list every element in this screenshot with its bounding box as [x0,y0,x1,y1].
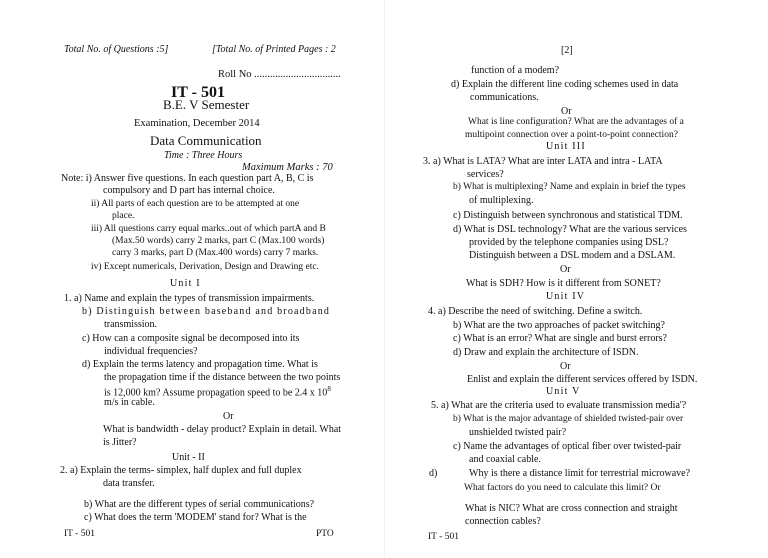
question-5d-cont: What factors do you need to calculate this limit? Or [464,483,661,493]
course-code: IT - 501 [171,84,225,101]
question-3d-line3: Distinguish between a DSL modem and a DSLAM. [469,250,676,261]
question-5-or-cont: connection cables? [465,516,541,527]
question-1d-line3: is 12,000 km? Assume propagation speed to be 2.4 x $10^8$ [104,385,331,399]
question-2c-cont: function of a modem? [471,65,560,76]
question-3b-cont: of multiplexing. [469,195,534,206]
question-3d: d) What is DSL technology? What are the various services [453,224,687,235]
question-1d: d) Explain the terms latency and propagation time. What is [82,359,318,370]
unit-2-heading: Unit - II [172,452,205,463]
exam-session: Examination, December 2014 [134,118,260,129]
subject-title: Data Communication [150,133,262,148]
unit-1-heading: Unit I [170,278,201,289]
page-number: [2] [561,45,573,56]
question-2a-cont: data transfer. [103,478,155,489]
question-2d-cont: communications. [470,92,539,103]
question-1-or-cont: is Jitter? [103,437,137,448]
page-divider [384,0,385,558]
question-1-or: What is bandwidth - delay product? Explain in detail. What [103,424,342,435]
question-4c: c) What is an error? What are single and burst errors? [453,333,667,344]
superscript-exponent: 8 [327,385,331,393]
or-1: Or [223,411,234,422]
question-1b: b) Distinguish between baseband and broadband [82,306,331,317]
question-3a: 3. a) What is LATA? What are inter LATA and intra - LATA [423,156,663,167]
question-2d: d) Explain the different line coding schemes used in data [451,79,679,90]
time-allowed: Time : Three Hours [164,150,243,161]
question-1d-line2: the propagation time if the distance between the two points [104,372,341,383]
question-3d-line2: provided by the telephone companies using DSL? [469,237,669,248]
note-ii: ii) All parts of each question are to be attempted at one [91,199,300,209]
question-3a-cont: services? [467,169,504,180]
unit-5-heading: Unit V [546,386,581,397]
question-4b: b) What are the two approaches of packet switching? [453,320,665,331]
note-ii-cont: place. [112,211,135,221]
unit-4-heading: Unit IV [546,291,586,302]
footer-pto: PTO [316,529,334,539]
question-2-or-cont: multipoint connection over a point-to-point connection? [465,130,678,140]
question-5a: 5. a) What are the criteria used to evaluate transmission media'? [431,400,687,411]
question-1c: c) How can a composite signal be decomposed into its [82,333,300,344]
note-i: Note: i) Answer five questions. In each question part A, B, C is [61,173,314,184]
maximum-marks: Maximum Marks : 70 [242,162,333,173]
question-5c: c) Name the advantages of optical fiber over twisted-pair [453,441,682,452]
question-3b: b) What is multiplexing? Name and explain in brief the types [453,182,686,192]
question-2b: b) What are the different types of serial communications? [84,499,315,510]
note-iii-line3: carry 3 marks, part D (Max.400 words) carry 7 marks. [112,248,319,258]
total-questions-header: Total No. of Questions :5] [64,44,169,55]
question-5-or: What is NIC? What are cross connection and straight [465,503,678,514]
note-iv: iv) Except numericals, Derivation, Design and Drawing etc. [91,262,319,272]
question-4d: d) Draw and explain the architecture of ISDN. [453,347,639,358]
question-1d-line4: m/s in cable. [104,397,155,408]
question-5d-label: d) [429,468,438,479]
note-iii-line2: (Max.50 words) carry 2 marks, part C (Max.100 words) [112,236,325,246]
note-iii: iii) All questions carry equal marks..out of which partA and B [91,224,326,234]
question-2-or: What is line configuration? What are the advantages of a [468,117,684,127]
or-3: Or [560,264,571,275]
unit-3-heading: Unit III [546,141,586,152]
question-1b-cont: transmission. [104,319,158,330]
footer-course-code: IT - 501 [64,529,95,539]
question-4-or: Enlist and explain the different services offered by ISDN. [467,374,698,385]
total-pages-header: [Total No. of Printed Pages : 2 [212,44,336,55]
question-5b-cont: unshielded twisted pair? [469,427,567,438]
question-5b: b) What is the major advantage of shielded twisted-pair over [453,414,684,424]
question-3-or: What is SDH? How is it different from SONET? [466,278,661,289]
or-4: Or [560,361,571,372]
question-3c: c) Distinguish between synchronous and statistical TDM. [453,210,683,221]
question-1a: 1. a) Name and explain the types of transmission impairments. [64,293,315,304]
semester: B.E. V Semester [163,97,250,112]
roll-no: Roll No ................................. [218,69,341,80]
question-2c: c) What does the term 'MODEM' stand for? What is the [84,512,307,523]
question-2a: 2. a) Explain the terms- simplex, half duplex and full duplex [60,465,302,476]
question-5c-cont: and coaxial cable. [469,454,541,465]
or-2: Or [561,106,572,117]
question-1c-cont: individual frequencies? [104,346,198,357]
question-4a: 4. a) Describe the need of switching. Define a switch. [428,306,643,317]
footer-course-code-right: IT - 501 [428,532,459,542]
question-5d: Why is there a distance limit for terrestrial microwave? [469,468,691,479]
note-i-cont: compulsory and D part has internal choice. [103,185,275,196]
